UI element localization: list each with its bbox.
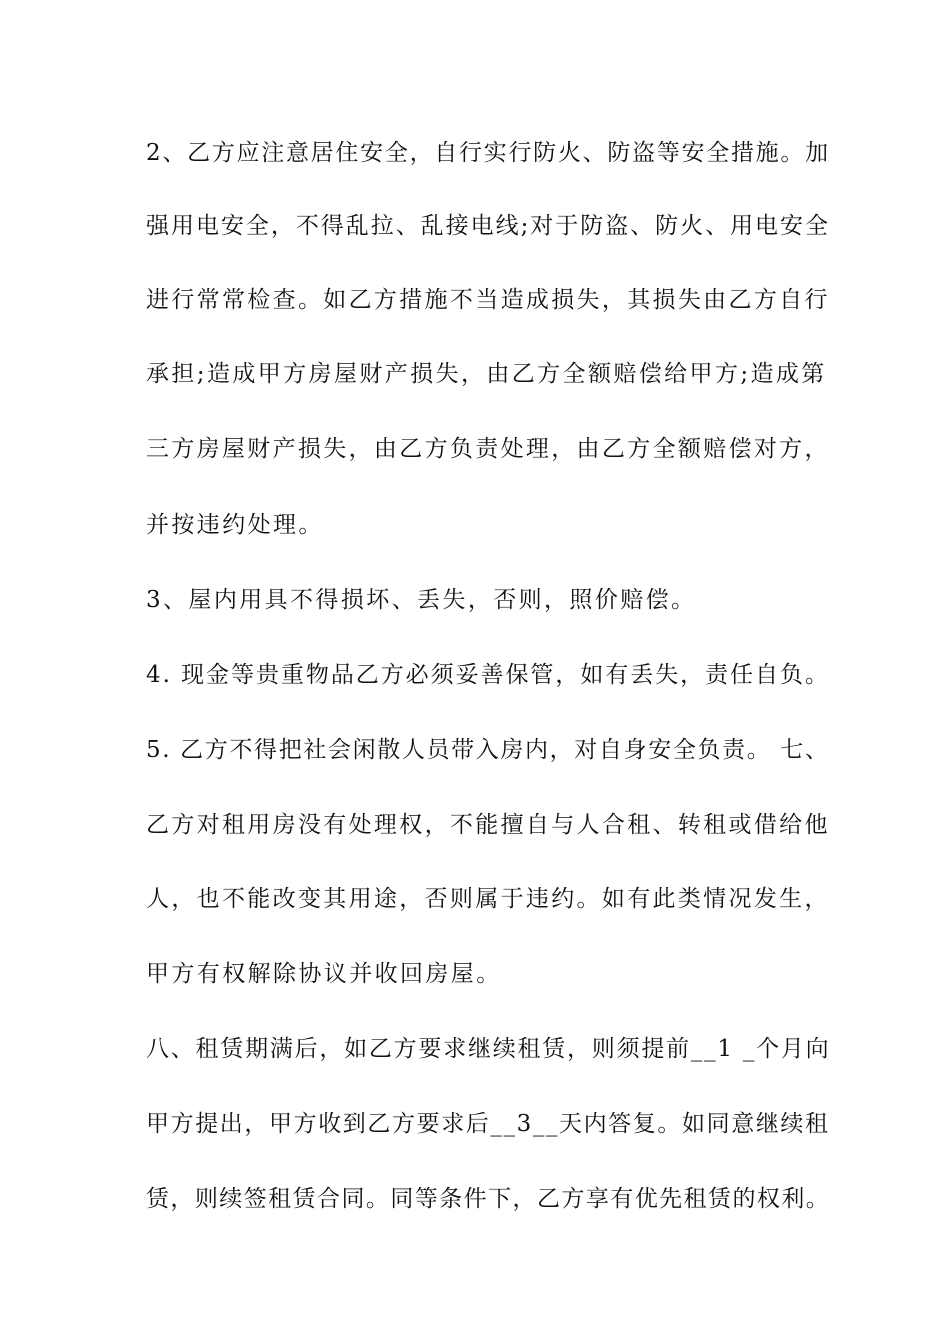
text-line: 承担;造成甲方房屋财产损失，由乙方全额赔偿给甲方;造成第 [146,361,827,387]
text-line: 甲方有权解除协议并收回房屋。 [146,961,502,987]
text-line: 4. 现金等贵重物品乙方必须妥善保管，如有丢失，责任自负。 [146,662,830,688]
text-line: 3、屋内用具不得损坏、丢失，否则，照价赔偿。 [146,587,697,613]
text-line: 赁，则续签租赁合同。同等条件下，乙方享有优先租赁的权利。 [146,1186,831,1212]
text-line: 甲方提出，甲方收到乙方要求后__3__天内答复。如同意继续租 [146,1111,830,1137]
text-line: 三方房屋财产损失，由乙方负责处理，由乙方全额赔偿对方， [146,436,830,462]
text-line: 强用电安全，不得乱拉、乱接电线;对于防盗、防火、用电安全 [146,213,830,239]
text-line: 并按违约处理。 [146,512,324,538]
text-line: 5. 乙方不得把社会闲散人员带入房内，对自身安全负责。 七、 [146,737,830,763]
text-line: 进行常常检查。如乙方措施不当造成损失，其损失由乙方自行 [146,287,830,313]
text-line: 乙方对租用房没有处理权，不能擅自与人合租、转租或借给他 [146,812,830,838]
text-line: 八、租赁期满后，如乙方要求继续租赁，则须提前__1 _个月向 [146,1036,831,1062]
text-line: 2、乙方应注意居住安全，自行实行防火、防盗等安全措施。加 [146,140,830,166]
text-line: 人，也不能改变其用途，否则属于违约。如有此类情况发生， [146,886,830,912]
